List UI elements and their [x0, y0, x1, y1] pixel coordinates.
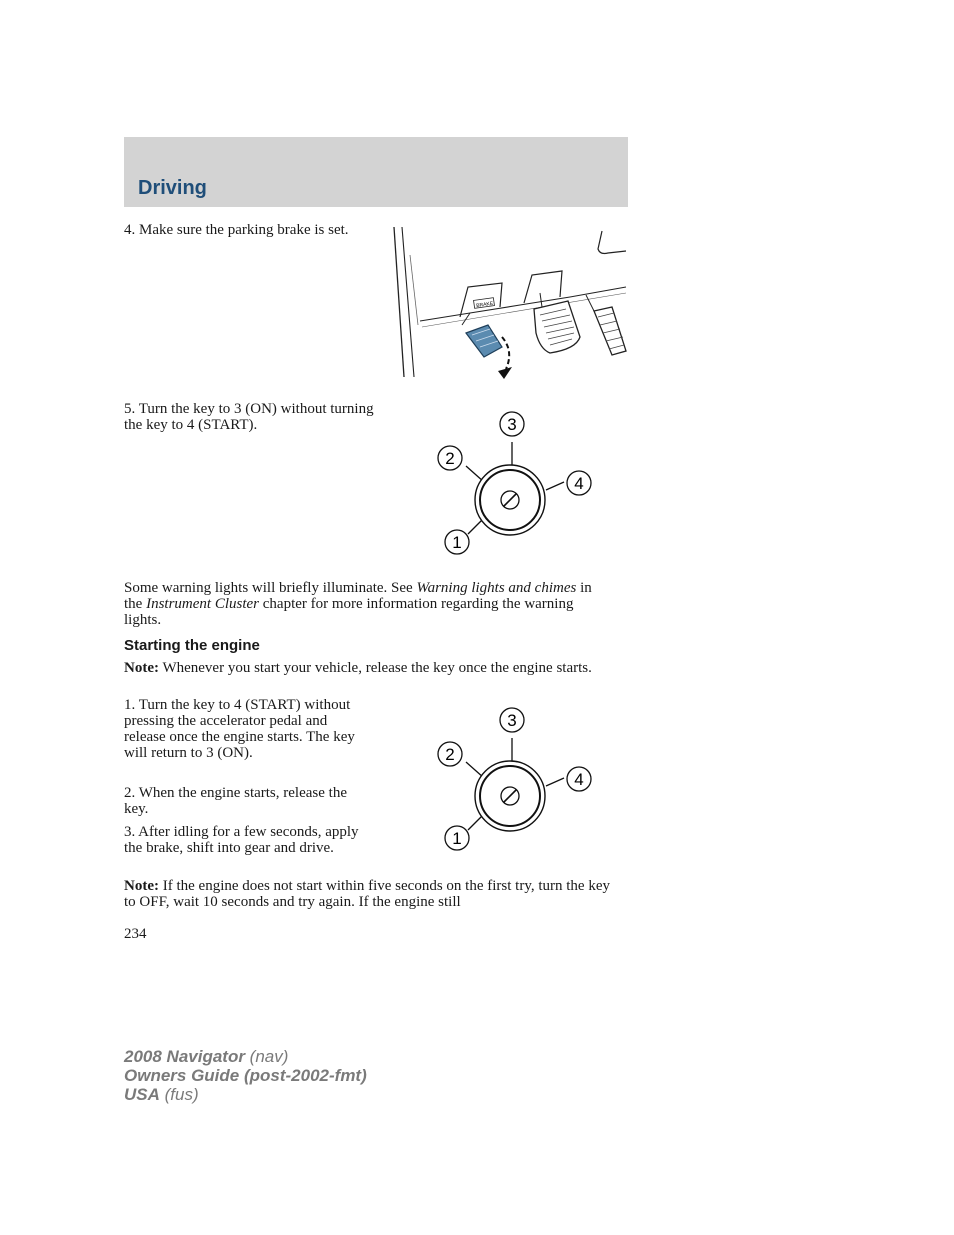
footer-market-code: (fus) [159, 1085, 199, 1104]
note-2-label: Note: [124, 878, 159, 894]
ignition-1-pos-2: 2 [445, 449, 455, 468]
ignition-diagram-1 [430, 408, 600, 563]
footer-line-2 [124, 1066, 367, 1085]
starting-engine-heading: Starting the engine [124, 637, 260, 654]
section-title: Driving [138, 177, 207, 199]
ignition-diagram-2 [430, 704, 600, 859]
start-step-2: 2. When the engine starts, release the key. [124, 785, 347, 817]
start-step-3: 3. After idling for a few seconds, apply the brake, shift into gear and drive. [124, 824, 359, 856]
footer-model: 2008 Navigator [124, 1047, 245, 1066]
footer-line-1 [124, 1047, 367, 1066]
ignition-1-pos-3: 3 [507, 415, 517, 434]
footer-model-code: (nav) [244, 1047, 289, 1066]
note-2-text: If the engine does not start within five seconds on the first try, turn the key to OFF, wait 10 seconds and try again. If the engine still [124, 878, 610, 910]
note-1-label: Note: [124, 660, 159, 676]
warning-lights-reference: Warning lights and chimes [416, 580, 577, 596]
parking-brake-figure [390, 225, 630, 385]
footer-line-3 [124, 1085, 367, 1104]
ignition-2-pos-2: 2 [445, 745, 455, 764]
instrument-cluster-reference: Instrument Cluster [146, 596, 259, 612]
ignition-2-pos-1: 1 [452, 829, 462, 848]
step-5-text: 5. Turn the key to 3 (ON) without turning the key to 4 (START). [124, 401, 374, 433]
note-release-key [124, 660, 624, 676]
ignition-1-pos-1: 1 [452, 533, 462, 552]
header-band [124, 137, 628, 207]
footer-market: USA [124, 1085, 160, 1104]
warning-text-1: Some warning lights will briefly illuminate. See [124, 580, 417, 596]
step-4-text: 4. Make sure the parking brake is set. [124, 222, 349, 238]
start-step-1: 1. Turn the key to 4 (START) without pressing the accelerator pedal and release once the engine starts. The key will return to 3 (ON). [124, 697, 355, 761]
warning-text-3: chapter for more information regarding the warning lights. [124, 596, 574, 628]
warning-text-2: in the [124, 580, 592, 612]
document-footer [124, 1047, 367, 1104]
note-engine-not-start [124, 878, 624, 910]
ignition-2-pos-3: 3 [507, 711, 517, 730]
note-1-text: Whenever you start your vehicle, release the key once the engine starts. [158, 660, 592, 676]
warning-lights-paragraph [124, 580, 604, 628]
page-number: 234 [124, 926, 147, 942]
ignition-1-pos-4: 4 [574, 474, 584, 493]
brake-label: BRAKE [475, 300, 494, 310]
ignition-2-pos-4: 4 [574, 770, 584, 789]
footer-guide: Owners Guide (post-2002-fmt) [124, 1066, 367, 1085]
